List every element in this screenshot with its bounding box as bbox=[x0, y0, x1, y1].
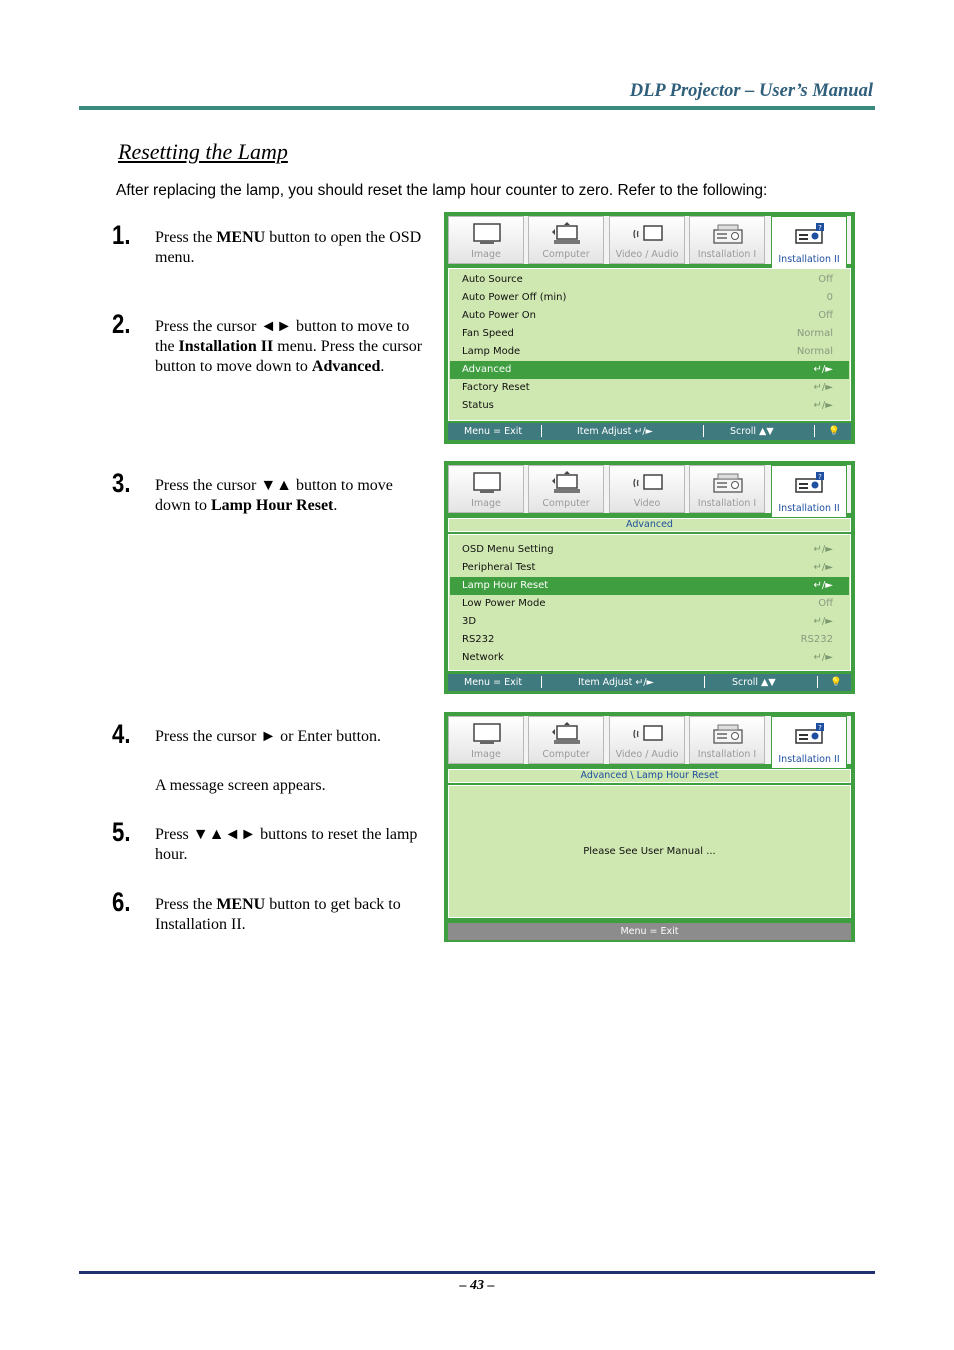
osd-item-label: Lamp Hour Reset bbox=[462, 580, 549, 591]
osd-bar-divider bbox=[817, 676, 818, 688]
osd-menu-item[interactable] bbox=[450, 613, 849, 631]
step-number: 2. bbox=[112, 309, 131, 339]
osd-status-bar bbox=[448, 923, 851, 940]
osd-menu-item[interactable] bbox=[450, 325, 849, 343]
svg-text:?: ? bbox=[818, 473, 822, 481]
osd-tab-image[interactable] bbox=[448, 716, 524, 764]
osd-item-value: ↵/► bbox=[813, 652, 833, 663]
projector-icon bbox=[712, 471, 744, 495]
osd-tab-installation-i[interactable] bbox=[689, 465, 765, 513]
osd-tab-video[interactable] bbox=[609, 216, 685, 264]
osd-status-bar bbox=[448, 423, 851, 440]
osd-tab-label: Computer bbox=[542, 498, 590, 509]
step-number: 3. bbox=[112, 468, 131, 498]
osd-tab-label: Image bbox=[471, 498, 501, 509]
osd-adjust-hint: Item Adjust ↵/► bbox=[578, 677, 654, 688]
osd-item-value: ↵/► bbox=[813, 616, 833, 627]
osd-tab-installation-ii[interactable] bbox=[771, 716, 847, 768]
osd-tab-label: Installation II bbox=[778, 503, 840, 514]
step-number: 5. bbox=[112, 817, 131, 847]
osd-item-label: OSD Menu Setting bbox=[462, 544, 554, 555]
osd-menu-item[interactable] bbox=[450, 397, 849, 415]
osd-tab-label: Image bbox=[471, 749, 501, 760]
osd-tab-label: Video / Audio bbox=[615, 249, 679, 260]
svg-text:?: ? bbox=[818, 724, 822, 732]
osd-advanced-menu bbox=[444, 461, 855, 694]
step-text: Press the cursor ◄► button to move to the Installation II menu. Press the cursor button to move down to Advanced. bbox=[155, 318, 423, 375]
step-number: 1. bbox=[112, 220, 131, 250]
osd-tab-label: Video / Audio bbox=[615, 749, 679, 760]
monitor-icon bbox=[471, 222, 503, 246]
monitor-icon bbox=[471, 471, 503, 495]
osd-subtitle: Advanced \ Lamp Hour Reset bbox=[448, 769, 851, 783]
osd-item-value: Off bbox=[818, 274, 833, 285]
osd-tab-label: Computer bbox=[542, 749, 590, 760]
osd-item-value: ↵/► bbox=[813, 580, 833, 591]
osd-item-label: Peripheral Test bbox=[462, 562, 536, 573]
osd-subtitle: Advanced bbox=[448, 518, 851, 532]
osd-item-value: ↵/► bbox=[813, 562, 833, 573]
intro-paragraph: After replacing the lamp, you should reset the lamp hour counter to zero. Refer to the following: bbox=[116, 182, 768, 199]
step-text: Press ▼▲◄► buttons to reset the lamp hour. bbox=[155, 826, 418, 863]
projector-help-icon bbox=[794, 222, 826, 246]
osd-exit-hint: Menu = Exit bbox=[464, 677, 523, 688]
osd-item-value: 0 bbox=[826, 292, 833, 303]
lightbulb-icon: 💡 bbox=[828, 426, 840, 437]
osd-tab-bar bbox=[448, 465, 851, 513]
osd-item-value: RS232 bbox=[800, 634, 833, 645]
step-text: Press the cursor ► or Enter button. bbox=[155, 728, 382, 745]
osd-exit-hint: Menu = Exit bbox=[464, 426, 523, 437]
osd-item-value: ↵/► bbox=[813, 364, 833, 375]
step-number: 6. bbox=[112, 887, 131, 917]
projector-help-icon bbox=[794, 471, 826, 495]
osd-item-label: Network bbox=[462, 652, 504, 663]
osd-tab-installation-i[interactable] bbox=[689, 716, 765, 764]
osd-bar-divider bbox=[541, 676, 542, 688]
osd-item-label: Status bbox=[462, 400, 494, 411]
projector-icon bbox=[712, 222, 744, 246]
osd-tab-label: Installation I bbox=[697, 249, 757, 260]
video-icon bbox=[632, 722, 664, 746]
osd-item-value: ↵/► bbox=[813, 400, 833, 411]
osd-item-value: Normal bbox=[796, 328, 833, 339]
osd-item-label: Auto Power Off (min) bbox=[462, 292, 567, 303]
step-text: Press the MENU button to open the OSD menu. bbox=[155, 229, 422, 266]
osd-item-panel bbox=[448, 268, 851, 421]
osd-item-value: ↵/► bbox=[813, 544, 833, 555]
monitor-icon bbox=[471, 722, 503, 746]
osd-bar-divider bbox=[814, 425, 815, 437]
osd-item-panel bbox=[448, 534, 851, 671]
osd-menu-item[interactable] bbox=[450, 649, 849, 667]
osd-tab-bar bbox=[448, 716, 851, 764]
osd-item-label: Auto Power On bbox=[462, 310, 537, 321]
osd-tab-label: Installation II bbox=[778, 754, 840, 765]
osd-tab-video[interactable] bbox=[609, 716, 685, 764]
osd-menu-item[interactable] bbox=[450, 379, 849, 397]
osd-menu-item[interactable] bbox=[450, 307, 849, 325]
step-text: Press the MENU button to get back to Installation II. bbox=[155, 896, 401, 933]
osd-item-label: 3D bbox=[462, 616, 477, 627]
osd-adjust-hint: Item Adjust ↵/► bbox=[577, 426, 653, 437]
osd-tab-installation-ii[interactable] bbox=[771, 216, 847, 268]
osd-item-value: Off bbox=[818, 598, 833, 609]
projector-help-icon bbox=[794, 722, 826, 746]
osd-scroll-hint: Scroll ▲▼ bbox=[730, 426, 774, 437]
osd-menu-item[interactable] bbox=[450, 559, 849, 577]
osd-item-value: Normal bbox=[796, 346, 833, 357]
lightbulb-icon: 💡 bbox=[830, 677, 842, 688]
osd-item-label: Factory Reset bbox=[462, 382, 530, 393]
osd-tab-label: Video bbox=[633, 498, 661, 509]
osd-exit-hint: Menu = Exit bbox=[620, 926, 679, 937]
video-icon bbox=[632, 222, 664, 246]
osd-tab-installation-i[interactable] bbox=[689, 216, 765, 264]
osd-menu-item[interactable] bbox=[450, 289, 849, 307]
osd-tab-installation-ii[interactable] bbox=[771, 465, 847, 517]
osd-tab-label: Image bbox=[471, 249, 501, 260]
osd-installation-ii-menu bbox=[444, 212, 855, 444]
osd-item-label: Lamp Mode bbox=[462, 346, 521, 357]
osd-scroll-hint: Scroll ▲▼ bbox=[732, 677, 776, 688]
footer-rule bbox=[79, 1271, 875, 1274]
osd-menu-item[interactable] bbox=[450, 541, 849, 559]
video-icon bbox=[632, 471, 664, 495]
osd-menu-item[interactable] bbox=[450, 631, 849, 649]
osd-item-label: Advanced bbox=[462, 364, 512, 375]
page-number: – 43 – bbox=[459, 1278, 495, 1293]
osd-item-label: Low Power Mode bbox=[462, 598, 546, 609]
osd-tab-computer[interactable] bbox=[528, 216, 604, 264]
osd-menu-item[interactable] bbox=[450, 577, 849, 595]
projector-icon bbox=[712, 722, 744, 746]
osd-item-value: ↵/► bbox=[813, 382, 833, 393]
computer-icon bbox=[551, 222, 583, 246]
step-text: A message screen appears. bbox=[155, 777, 326, 794]
osd-bar-divider bbox=[541, 425, 542, 437]
osd-tab-bar bbox=[448, 216, 851, 264]
osd-tab-label: Installation I bbox=[697, 749, 757, 760]
osd-tab-label: Installation I bbox=[697, 498, 757, 509]
osd-tab-computer[interactable] bbox=[528, 716, 604, 764]
header-title: DLP Projector – User’s Manual bbox=[629, 81, 873, 101]
osd-menu-item[interactable] bbox=[450, 271, 849, 289]
osd-menu-item[interactable] bbox=[450, 595, 849, 613]
osd-tab-label: Computer bbox=[542, 249, 590, 260]
section-title: Resetting the Lamp bbox=[118, 139, 288, 164]
osd-tab-label: Installation II bbox=[778, 254, 840, 265]
osd-menu-item[interactable] bbox=[450, 361, 849, 379]
osd-menu-item[interactable] bbox=[450, 343, 849, 361]
osd-tab-video[interactable] bbox=[609, 465, 685, 513]
osd-item-value: Off bbox=[818, 310, 833, 321]
step-text: Press the cursor ▼▲ button to move down to Lamp Hour Reset. bbox=[155, 477, 393, 514]
osd-tab-computer[interactable] bbox=[528, 465, 604, 513]
osd-status-bar bbox=[448, 674, 851, 691]
osd-tab-image[interactable] bbox=[448, 216, 524, 264]
header-rule bbox=[79, 106, 875, 110]
osd-bar-divider bbox=[703, 425, 704, 437]
osd-lamp-hour-reset-screen bbox=[444, 712, 855, 942]
osd-item-label: Auto Source bbox=[462, 274, 523, 285]
osd-item-label: RS232 bbox=[462, 634, 495, 645]
computer-icon bbox=[551, 471, 583, 495]
computer-icon bbox=[551, 722, 583, 746]
osd-item-label: Fan Speed bbox=[462, 328, 514, 339]
osd-message: Please See User Manual ... bbox=[583, 846, 716, 857]
svg-text:?: ? bbox=[818, 224, 822, 232]
osd-tab-image[interactable] bbox=[448, 465, 524, 513]
osd-bar-divider bbox=[704, 676, 705, 688]
osd-message-panel bbox=[448, 785, 851, 918]
step-number: 4. bbox=[112, 719, 131, 749]
